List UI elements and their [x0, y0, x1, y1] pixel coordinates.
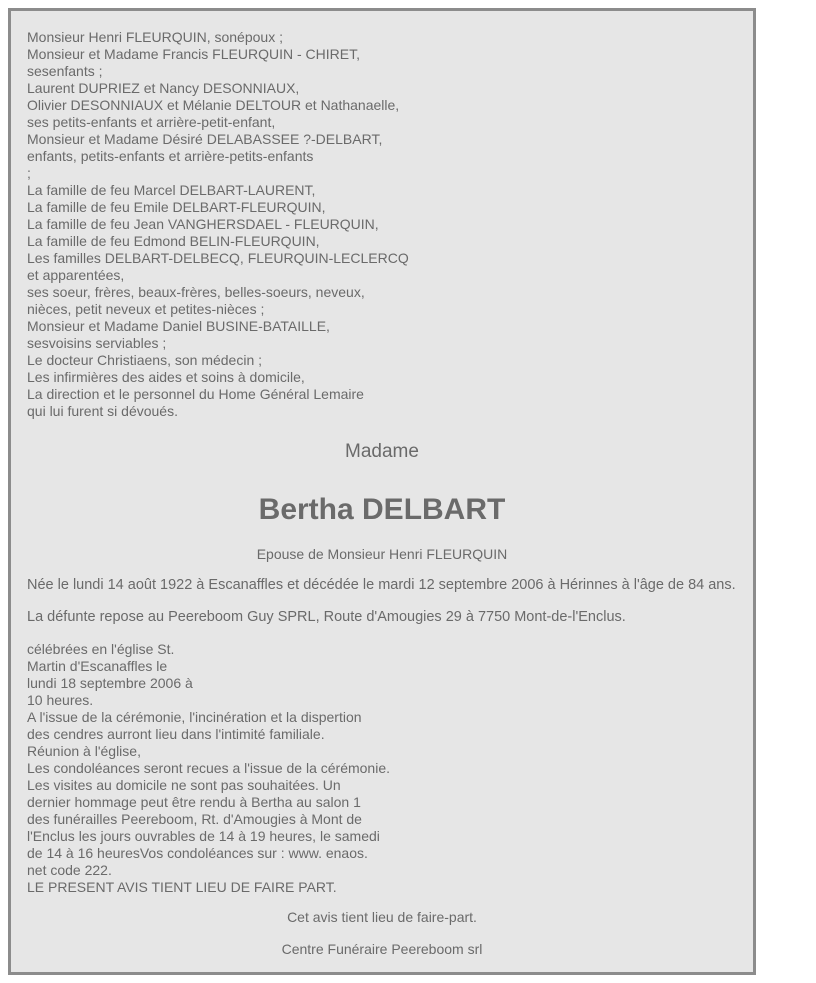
rest-place-line: La défunte repose au Peereboom Guy SPRL, Route d'Amougies 29 à 7750 Mont-de-l'Enclus.: [27, 609, 626, 625]
ceremony-line: Les visites au domicile ne sont pas souhaitées. Un: [27, 777, 341, 793]
family-line: nièces, petit neveux et petites-nièces ;: [27, 301, 265, 317]
family-list: [27, 29, 743, 420]
family-line: ses petits-enfants et arrière-petit-enfant,: [27, 114, 276, 130]
family-line: Monsieur Henri FLEURQUIN, sonépoux ;: [27, 29, 283, 45]
ceremony-details: [27, 641, 390, 896]
deceased-name: Bertha DELBART: [258, 493, 506, 526]
family-line: Les infirmières des aides et soins à domicile,: [27, 369, 305, 385]
family-line: enfants, petits-enfants et arrière-petits-enfants: [27, 148, 314, 164]
ceremony-line: des cendres aurront lieu dans l'intimité familiale.: [27, 726, 325, 742]
funeral-home: Centre Funéraire Peereboom srl: [281, 941, 483, 957]
family-line: La famille de feu Emile DELBART-FLEURQUIN,: [27, 199, 326, 215]
family-line: La famille de feu Jean VANGHERSDAEL - FLEURQUIN,: [27, 216, 379, 232]
family-line: ses soeur, frères, beaux-frères, belles-soeurs, neveux,: [27, 284, 365, 300]
ceremony-line: Martin d'Escanaffles le: [27, 658, 168, 674]
family-line: ;: [27, 165, 31, 181]
ceremony-line: net code 222.: [27, 862, 112, 878]
family-line: La famille de feu Edmond BELIN-FLEURQUIN,: [27, 233, 320, 249]
birth-death-line: Née le lundi 14 août 1922 à Escanaffles et décédée le mardi 12 septembre 2006 à Hérinnes à l'âge de 84 ans.: [27, 577, 736, 593]
family-line: Monsieur et Madame Désiré DELABASSEE ?-DELBART,: [27, 131, 383, 147]
notice-line: Cet avis tient lieu de faire-part.: [287, 909, 477, 925]
family-line: Olivier DESONNIAUX et Mélanie DELTOUR et Nathanaelle,: [27, 97, 400, 113]
ceremony-line: dernier hommage peut être rendu à Bertha au salon 1: [27, 794, 361, 810]
ceremony-line: A l'issue de la cérémonie, l'incinération et la dispertion: [27, 709, 362, 725]
ceremony-line: l'Enclus les jours ouvrables de 14 à 19 heures, le samedi: [27, 828, 380, 844]
ceremony-line: LE PRESENT AVIS TIENT LIEU DE FAIRE PART.: [27, 879, 337, 895]
obituary-card: [8, 8, 756, 975]
title-madame: Madame: [345, 441, 419, 462]
family-line: Le docteur Christiaens, son médecin ;: [27, 352, 263, 368]
ceremony-line: Les condoléances seront recues a l'issue de la cérémonie.: [27, 760, 390, 776]
family-line: Les familles DELBART-DELBECQ, FLEURQUIN-LECLERCQ: [27, 250, 409, 266]
ceremony-line: des funérailles Peereboom, Rt. d'Amougies à Mont de: [27, 811, 362, 827]
family-line: qui lui furent si dévoués.: [27, 403, 178, 419]
family-line: et apparentées,: [27, 267, 125, 283]
family-line: sesvoisins serviables ;: [27, 335, 167, 351]
spouse-line: Epouse de Monsieur Henri FLEURQUIN: [256, 546, 508, 562]
family-line: La famille de feu Marcel DELBART-LAURENT,: [27, 182, 316, 198]
family-line: Monsieur et Madame Francis FLEURQUIN - CHIRET,: [27, 46, 360, 62]
ceremony-line: de 14 à 16 heuresVos condoléances sur : www. enaos.: [27, 845, 368, 861]
family-line: Monsieur et Madame Daniel BUSINE-BATAILLE,: [27, 318, 330, 334]
ceremony-line: célébrées en l'église St.: [27, 641, 175, 657]
ceremony-line: 10 heures.: [27, 692, 94, 708]
family-line: sesenfants ;: [27, 63, 103, 79]
family-line: La direction et le personnel du Home Général Lemaire: [27, 386, 364, 402]
family-line: Laurent DUPRIEZ et Nancy DESONNIAUX,: [27, 80, 300, 96]
ceremony-line: lundi 18 septembre 2006 à: [27, 675, 193, 691]
ceremony-line: Réunion à l'église,: [27, 743, 141, 759]
